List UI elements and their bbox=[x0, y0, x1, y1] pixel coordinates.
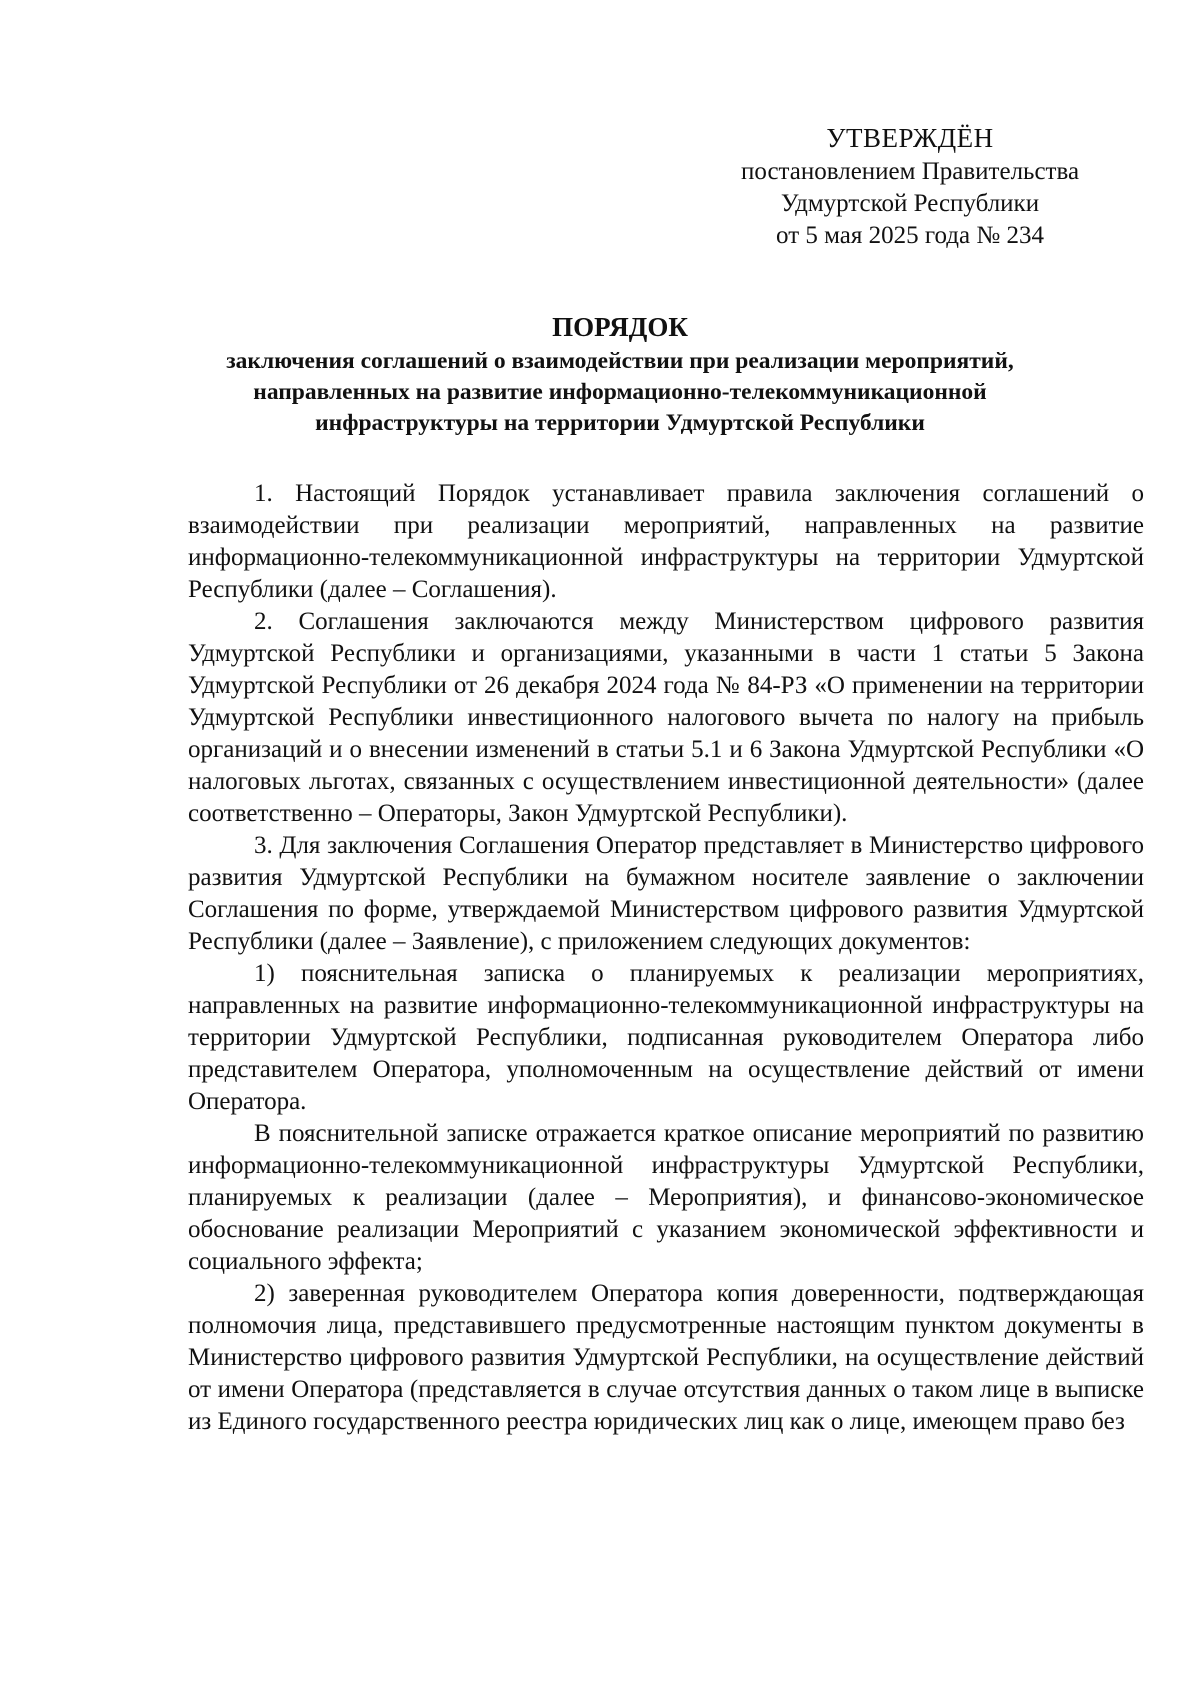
approval-line-2: Удмуртской Республики bbox=[780, 190, 1040, 217]
document-subtitle-line-1: заключения соглашений о взаимодействии при реализации мероприятий, bbox=[226, 348, 1014, 374]
approval-line-1: постановлением Правительства bbox=[740, 158, 1080, 185]
document-title: ПОРЯДОК bbox=[552, 312, 688, 342]
paragraph-3: 3. Для заключения Соглашения Оператор представляет в Министерство цифрового развития Удмуртской Республики на бумажном носителе заявление о заключении Соглашения по форме, утверждаемой Министерством цифрового развития Удмуртской Республики (далее – Заявление), с приложением следующих документов: bbox=[188, 832, 1144, 955]
paragraph-1: 1. Настоящий Порядок устанавливает правила заключения соглашений о взаимодействии при реализации мероприятий, направленных на развитие информационно-телекоммуникационной инфраструктуры на территории Удмуртской Республики (далее – Соглашения). bbox=[188, 480, 1144, 603]
paragraph-3-item-1-note: В пояснительной записке отражается краткое описание мероприятий по развитию информационно-телекоммуникационной инфраструктуры Удмуртской Республики, планируемых к реализации (далее – Мероприятия), и финансово-экономическое обоснование реализации Мероприятий с указанием экономической эффективности и социального эффекта; bbox=[188, 1120, 1144, 1275]
document-body bbox=[188, 478, 1144, 1438]
approval-line-3: от 5 мая 2025 года № 234 bbox=[776, 222, 1044, 249]
document-subtitle-line-3: инфраструктуры на территории Удмуртской Республики bbox=[315, 410, 925, 436]
approval-stamp bbox=[700, 122, 1120, 252]
paragraph-3-item-2: 2) заверенная руководителем Оператора копия доверенности, подтверждающая полномочия лица, представившего предусмотренные настоящим пунктом документы в Министерство цифрового развития Удмуртской Республики, на осуществление действий от имени Оператора (представляется в случае отсутствия данных о таком лице в выписке из Единого государственного реестра юридических лиц как о лице, имеющем право без bbox=[188, 1280, 1144, 1435]
document-subtitle-line-2: направленных на развитие информационно-телекоммуникационной bbox=[253, 379, 987, 405]
paragraph-2: 2. Соглашения заключаются между Министерством цифрового развития Удмуртской Республики и организациями, указанными в части 1 статьи 5 Закона Удмуртской Республики от 26 декабря 2024 года № 84-РЗ «О применении на территории Удмуртской Республики инвестиционного налогового вычета по налогу на прибыль организаций и о внесении изменений в статьи 5.1 и 6 Закона Удмуртской Республики «О налоговых льготах, связанных с осуществлением инвестиционной деятельности» (далее соответственно – Операторы, Закон Удмуртской Республики). bbox=[188, 608, 1144, 827]
approval-heading: УТВЕРЖДЁН bbox=[826, 123, 994, 153]
paragraph-3-item-1: 1) пояснительная записка о планируемых к реализации мероприятиях, направленных на развитие информационно-телекоммуникационной инфраструктуры на территории Удмуртской Республики, подписанная руководителем Оператора либо представителем Оператора, уполномоченным на осуществление действий от имени Оператора. bbox=[188, 960, 1144, 1115]
document-title-block bbox=[170, 310, 1070, 439]
